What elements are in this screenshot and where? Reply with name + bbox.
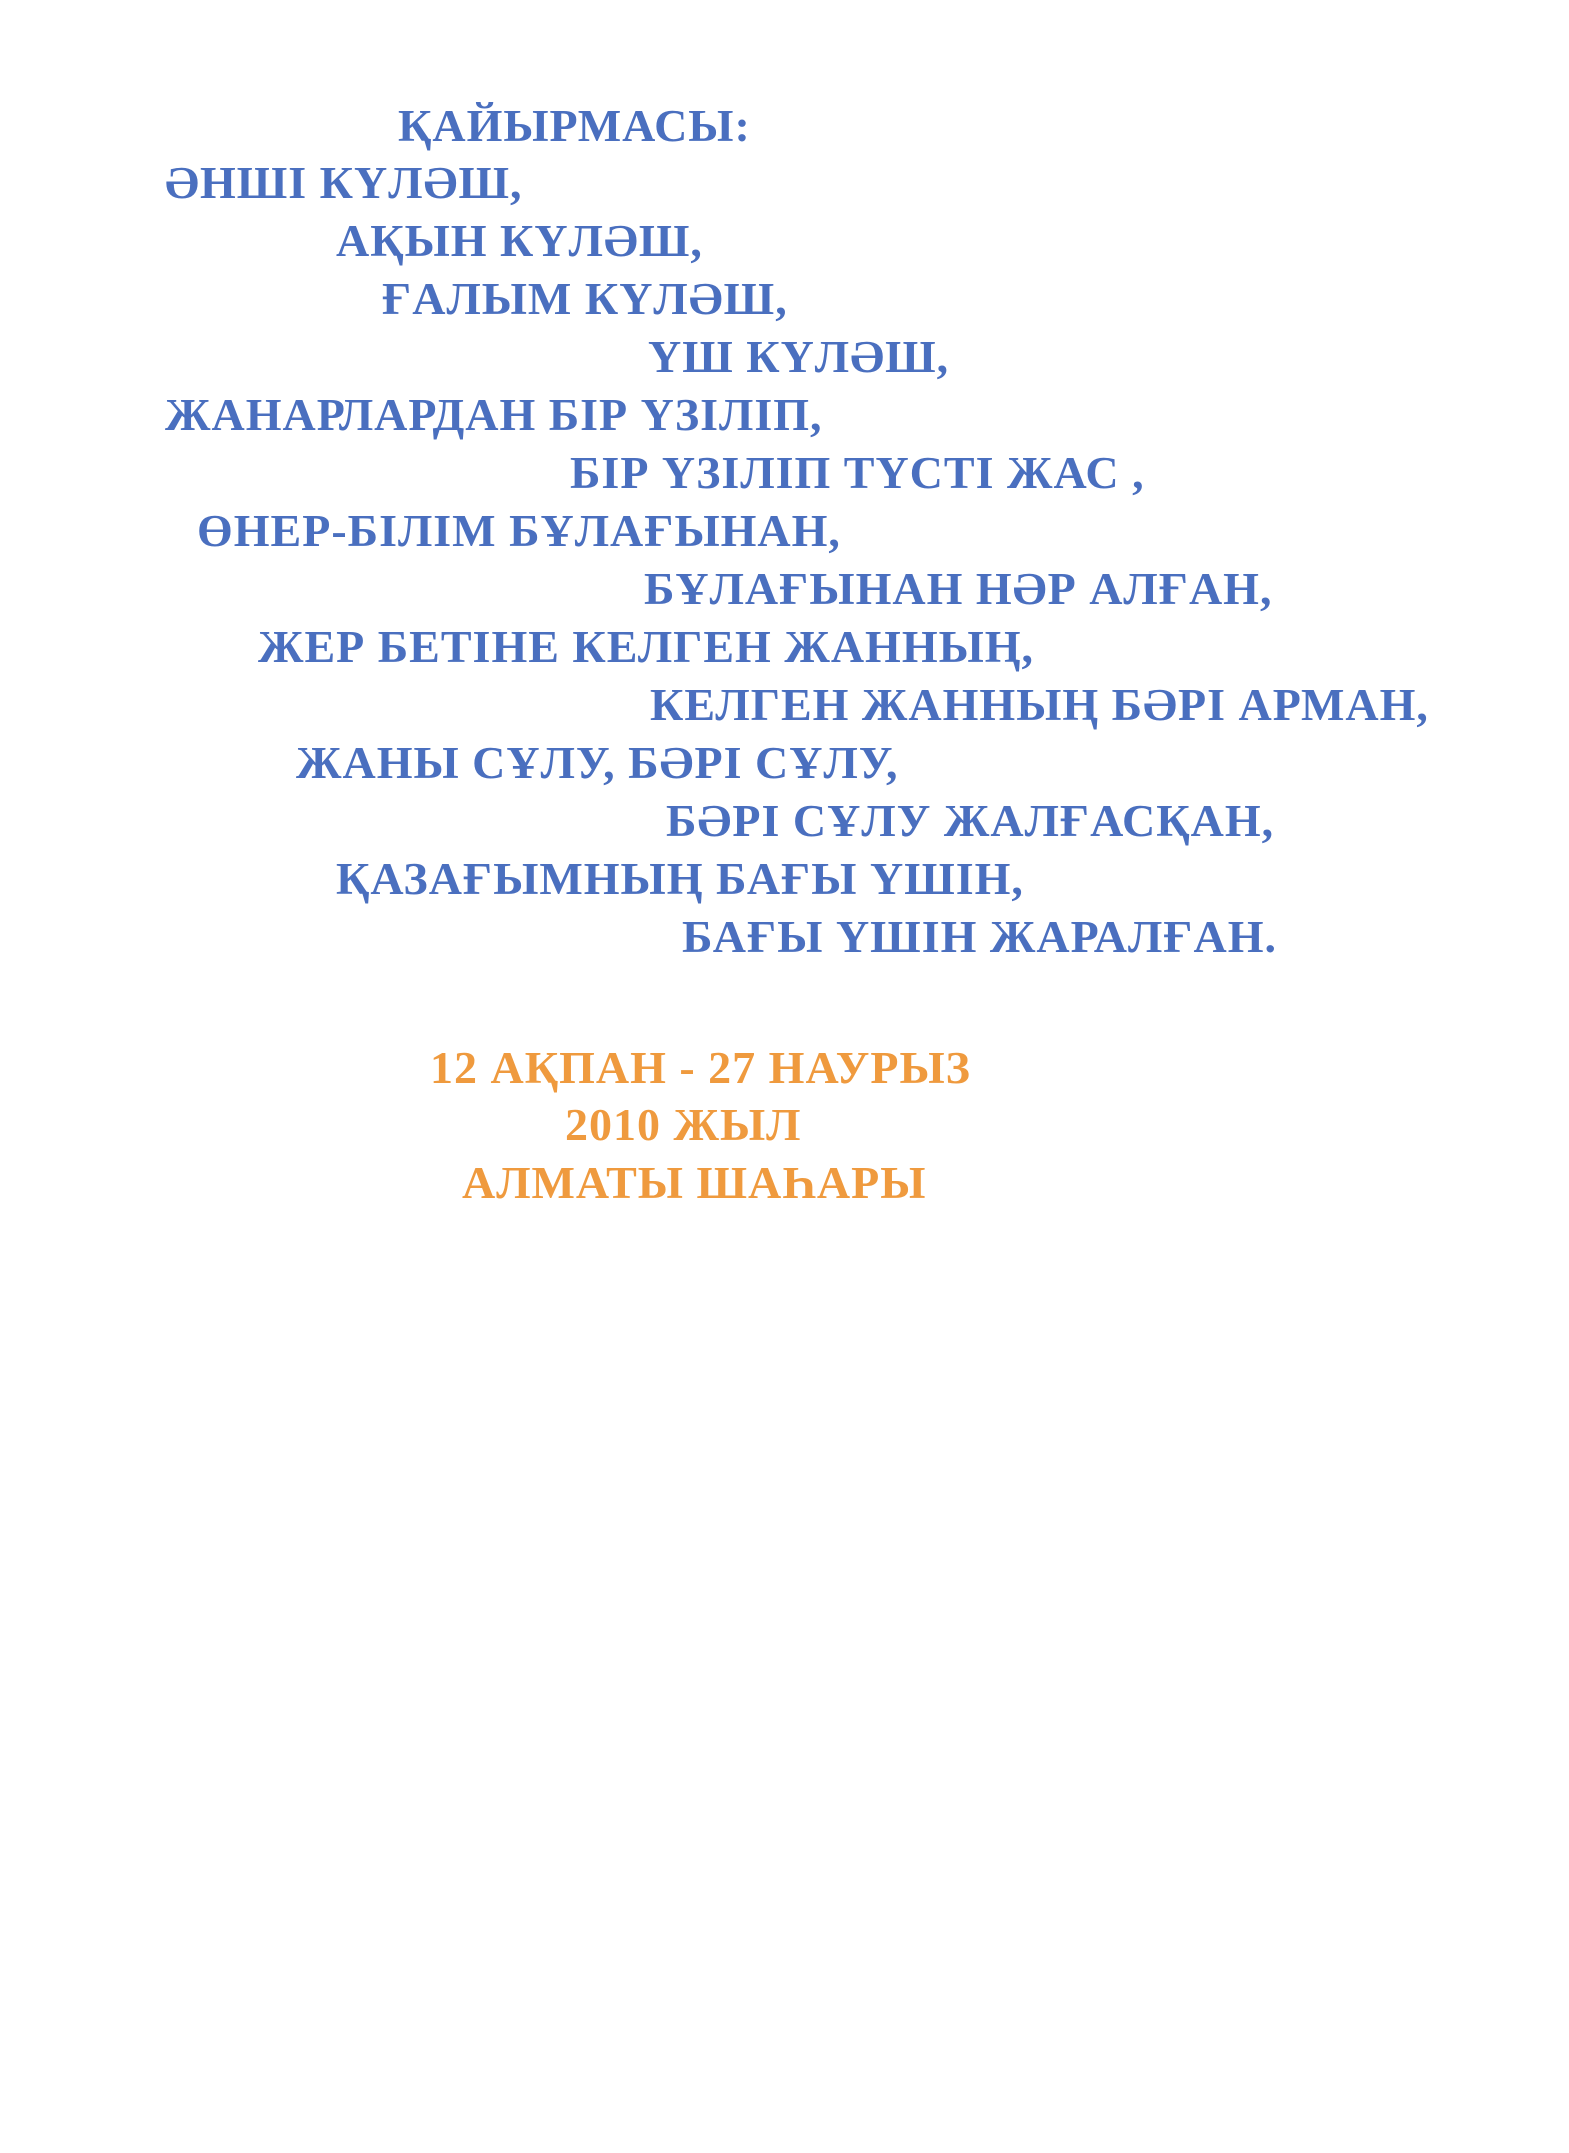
refrain-line: ЖАНАРЛАРДАН БІР ҮЗІЛІП, bbox=[165, 389, 823, 440]
refrain-line: БҰЛАҒЫНАН НӘР АЛҒАН, bbox=[644, 563, 1273, 614]
event-year: 2010 ЖЫЛ bbox=[565, 1099, 802, 1150]
refrain-heading: ҚАЙЫРМАСЫ: bbox=[398, 100, 751, 151]
refrain-line: БАҒЫ ҮШІН ЖАРАЛҒАН. bbox=[682, 911, 1278, 962]
refrain-line: ЖАНЫ СҰЛУ, БӘРІ СҰЛУ, bbox=[296, 737, 899, 788]
refrain-line: БӘРІ СҰЛУ ЖАЛҒАСҚАН, bbox=[666, 795, 1275, 846]
refrain-line: КЕЛГЕН ЖАННЫҢ БӘРІ АРМАН, bbox=[650, 679, 1429, 730]
refrain-line: ҮШ КҮЛӘШ, bbox=[648, 331, 950, 382]
refrain-line: ӨНЕР-БІЛІМ БҰЛАҒЫНАН, bbox=[197, 505, 841, 556]
event-dates: 12 АҚПАН - 27 НАУРЫЗ bbox=[430, 1042, 971, 1093]
refrain-line: АҚЫН КҮЛӘШ, bbox=[336, 215, 703, 266]
refrain-line: ҒАЛЫМ КҮЛӘШ, bbox=[382, 273, 788, 324]
event-city: АЛМАТЫ ШАҺАРЫ bbox=[462, 1157, 927, 1208]
refrain-line: ҚАЗАҒЫМНЫҢ БАҒЫ ҮШІН, bbox=[336, 853, 1024, 904]
refrain-line: ЖЕР БЕТІНЕ КЕЛГЕН ЖАННЫҢ, bbox=[258, 621, 1035, 672]
refrain-line: ӘНШІ КҮЛӘШ, bbox=[165, 157, 523, 208]
refrain-line: БІР ҮЗІЛІП ТҮСТІ ЖАС , bbox=[570, 447, 1145, 498]
